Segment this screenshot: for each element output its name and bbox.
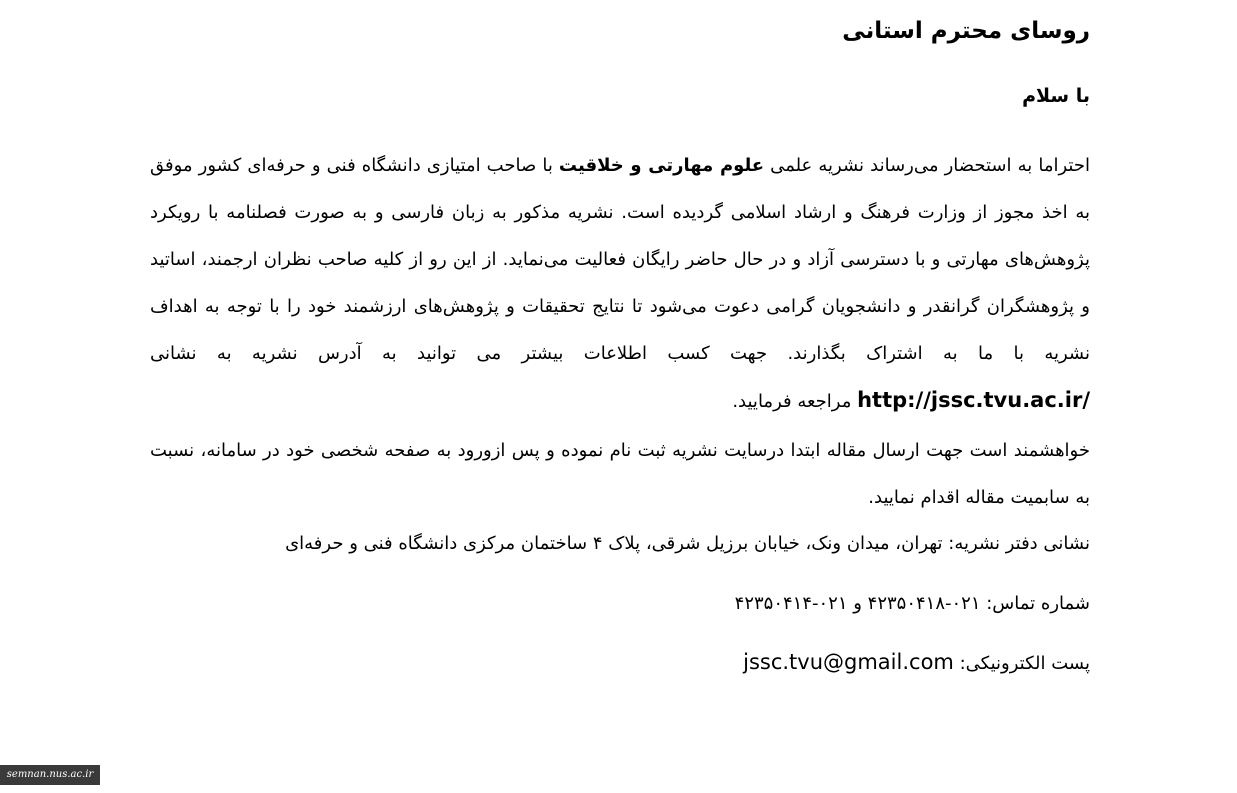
email-address-link[interactable]: jssc.tvu@gmail.com xyxy=(743,650,954,675)
email-label: پست الکترونیکی: xyxy=(953,653,1090,675)
intro-text-part1: احتراما به استحضار می‌رساند نشریه علمی xyxy=(764,155,1090,177)
journal-name: علوم مهارتی و خلاقیت xyxy=(558,155,765,177)
journal-url-link[interactable]: http://jssc.tvu.ac.ir/ xyxy=(857,388,1090,413)
contact-email-row xyxy=(150,647,1090,679)
contact-phone: شماره تماس: ۰۲۱-۴۲۳۵۰۴۱۸ و ۰۲۱-۴۲۳۵۰۴۱۴ xyxy=(734,593,1090,615)
intro-text-part2: با صاحب امتیازی دانشگاه فنی و حرفه‌ای کشور موفق به اخذ مجوز از وزارت فرهنگ و ارشاد اسلامی گردیده است. نشریه مذکور به زبان فارسی و به صورت فصلنامه با رویکرد پژوهش‌های مهارتی و با دسترسی آزاد و در حال حاضر رایگان فعالیت می‌نماید. از این رو از کلیه صاحب نظران ارجمند، اساتید و پژوهشگران گرانقدر و دانشجویان گرامی دعوت می‌شود تا نتایج تحقیقات و پژوهش‌های ارزشمند خود را با توجه به اهداف نشریه با ما به اشتراک بگذارند. جهت کسب اطلاعات بیشتر می توانید به آدرس نشریه به نشانی xyxy=(150,155,1090,365)
letter-heading: روسای محترم استانی xyxy=(842,18,1090,44)
office-address: نشانی دفتر نشریه: تهران، میدان ونک، خیابان برزیل شرقی، پلاک ۴ ساختمان مرکزی دانشگاه فنی و حرفه‌ای xyxy=(285,533,1090,555)
letter-document xyxy=(150,18,1090,679)
intro-text-part3: مراجعه فرمایید. xyxy=(732,391,858,413)
site-watermark: semnan.nus.ac.ir xyxy=(0,765,100,785)
letter-greeting: با سلام xyxy=(1022,84,1090,107)
submission-paragraph: خواهشمند است جهت ارسال مقاله ابتدا درسایت نشریه ثبت نام نموده و پس ازورود به صفحه شخصی خود در سامانه، نسبت به سابمیت مقاله اقدام نمایید. xyxy=(150,440,1090,509)
intro-paragraph xyxy=(150,142,1090,425)
